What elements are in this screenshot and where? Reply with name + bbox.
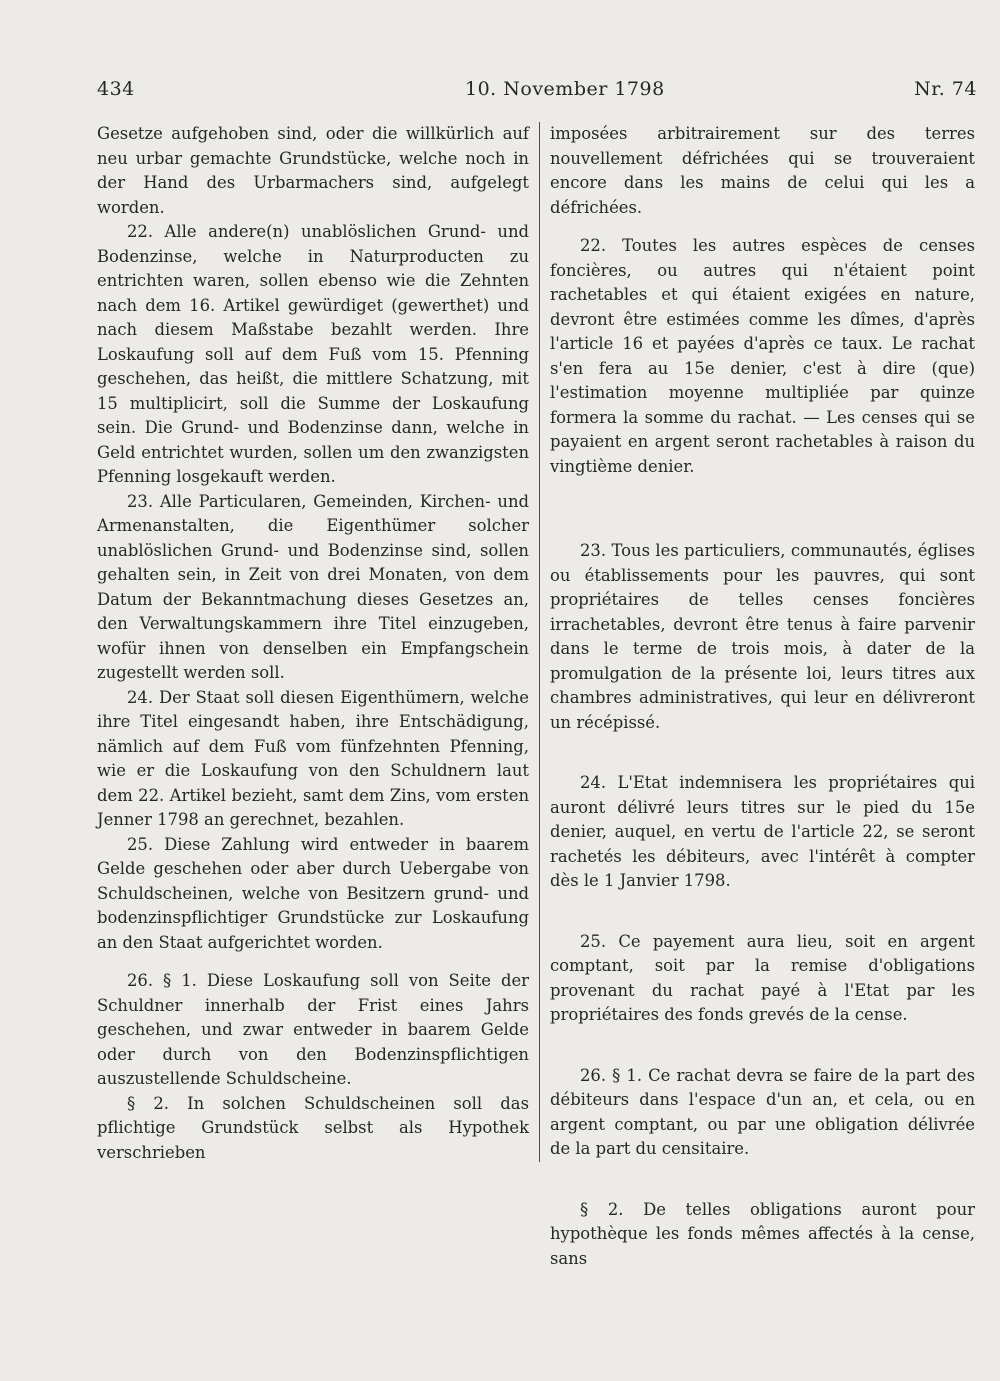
french-paragraph-continuation: imposées arbitrairement sur des terres nouvellement défrichées qui se trouveraient encore dans les mains de celui qui les a défrichées. xyxy=(550,124,975,217)
page-header xyxy=(97,78,977,106)
french-article-25: 25. Ce payement aura lieu, soit en argent comptant, soit par la remise d'obligations provenant du rachat payé à l'Etat par les propriétaires des fonds grevés de la cense. xyxy=(550,931,975,1024)
german-article-23: 23. Alle Particularen, Gemeinden, Kirchen- und Armenanstalten, die Eigenthümer solcher unablöslichen Grund- und Bodenzinse sind, sollen gehalten sein, in Zeit von drei Monaten, von dem Datum der Bekanntmachung dieses Gesetzes an, den Verwaltungskammern ihre Titel einzugeben, wofür ihnen von denselben ein Empfangschein zugestellt werden soll. xyxy=(97,491,529,682)
french-article-22: 22. Toutes les autres espèces de censes foncières, ou autres qui n'étaient point rachetables et qui étaient exigées en nature, devront être estimées comme les dîmes, d'après l'article 16 et payées d'après ce taux. Le rachat s'en fera au 15e denier, c'est à dire (que) l'estimation moyenne multipliée par quinze formera la somme du rachat. — Les censes qui se payaient en argent seront rachetables à raison du vingtième denier. xyxy=(550,236,975,476)
french-article-26-section-2: § 2. De telles obligations auront pour hypothèque les fonds mêmes affectés à la cense, sans xyxy=(550,1199,975,1268)
german-paragraph-continuation: Gesetze aufgehoben sind, oder die willkürlich auf neu urbar gemachte Grundstücke, welche noch in der Hand des Urbarmachers sind, aufgelegt worden. xyxy=(97,124,529,217)
german-article-26-section-1: 26. § 1. Diese Loskaufung soll von Seite der Schuldner innerhalb der Frist eines Jahrs geschehen, und zwar entweder in baarem Gelde oder durch von den Bodenzinspflichtigen auszustellende Schuldscheine. xyxy=(97,971,529,1088)
german-article-24: 24. Der Staat soll diesen Eigenthümern, welche ihre Titel eingesandt haben, ihre Entschädigung, nämlich auf dem Fuß vom fünfzehnten Pfenning, wie er die Loskaufung von den Schuldnern laut dem 22. Artikel bezieht, samt dem Zins, vom ersten Jenner 1798 an gerechnet, bezahlen. xyxy=(97,687,529,829)
german-article-26-section-2: § 2. In solchen Schuldscheinen soll das pflichtige Grundstück selbst als Hypothek verschrieben xyxy=(97,1093,529,1162)
french-column xyxy=(550,122,975,1271)
french-article-24: 24. L'Etat indemnisera les propriétaires qui auront délivré leurs titres sur le pied du 15e denier, auquel, en vertu de l'article 22, se seront rachetés les débiteurs, avec l'intérêt à compter dès le 1 Janvier 1798. xyxy=(550,773,975,890)
document-number: Nr. 74 xyxy=(914,78,977,100)
page-number: 434 xyxy=(97,78,135,100)
german-article-25: 25. Diese Zahlung wird entweder in baarem Gelde geschehen oder aber durch Uebergabe von Schuldscheinen, welche von Besitzern grund- und bodenzinspflichtiger Grundstücke zur Loskaufung an den Staat aufgerichtet worden. xyxy=(97,834,529,952)
german-column xyxy=(97,122,529,1165)
german-article-22: 22. Alle andere(n) unablöslichen Grund- und Bodenzinse, welche in Naturproducten zu entrichten waren, sollen ebenso wie die Zehnten nach dem 16. Artikel gewürdiget (gewerthet) und nach diesem Maßstabe bezahlt werden. Ihre Loskaufung soll auf dem Fuß vom 15. Pfenning geschehen, das heißt, die mittlere Schatzung, mit 15 multiplicirt, soll die Summe der Loskaufung sein. Die Grund- und Bodenzinse dann, welche in Geld entrichtet wurden, sollen um den zwanzigsten Pfenning losgekauft werden. xyxy=(97,222,529,486)
french-article-23: 23. Tous les particuliers, communautés, églises ou établissements pour les pauvres, qui sont propriétaires de telles censes foncières irrachetables, devront être tenus à faire parvenir dans le terme de trois mois, à dater de la promulgation de la présente loi, leurs titres aux chambres administratives, qui leur en délivreront un récépissé. xyxy=(550,541,975,732)
header-date: 10. November 1798 xyxy=(465,78,665,100)
column-divider xyxy=(539,122,540,1162)
french-article-26-section-1: 26. § 1. Ce rachat devra se faire de la part des débiteurs dans l'espace d'un an, et cela, ou en argent comptant, ou par une obligation délivrée de la part du censitaire. xyxy=(550,1065,975,1158)
